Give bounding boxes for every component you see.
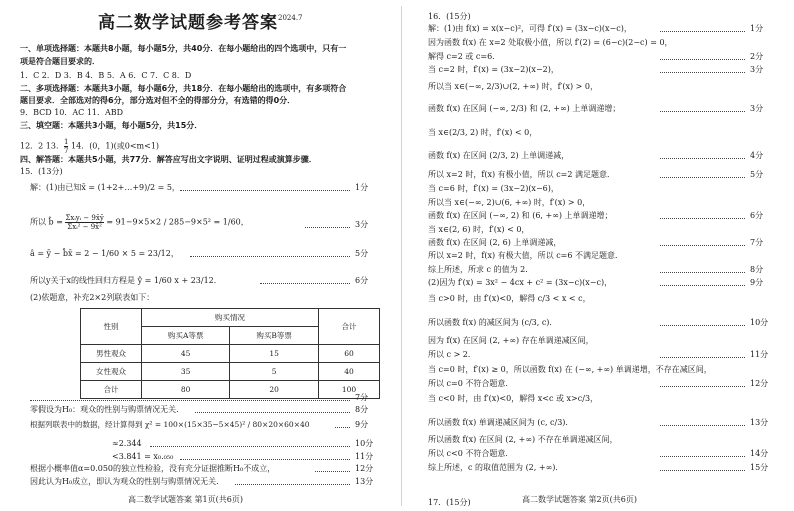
b-hat-fraction [65,214,103,231]
q15-line3: â = ȳ − b̂x̄ = 2 − 1/60 × 5 = 23/12， [30,249,179,258]
table-row [81,363,380,381]
b-hat-label: 所以 b̂ = [30,217,66,227]
score: 7分 [355,393,369,402]
solution-line: 函数 f(x) 在区间 (−∞, 2) 和 (6, +∞) 上单调递增； [428,211,613,220]
table-row [81,345,380,363]
solution-line: 当 c<0 时，由 f′(x)<0，解得 x<c 或 x>c/3， [428,394,599,403]
row-label: 男性观众 [81,345,142,363]
fraction-13-denominator: 7 [64,147,69,155]
solution-line: 当 x∈(2/3, 2) 时，f′(x) < 0， [428,128,538,137]
cell: 15 [230,345,319,363]
q15-line6: 零假设为H₀：观众的性别与购票情况无关． [30,405,185,414]
score: 1分 [355,183,369,192]
solution-line: 所以当 x∈(−∞, 2/3)∪(2, +∞) 时，f′(x) > 0， [428,82,598,91]
dot-leader [660,325,745,326]
dot-leader [660,31,745,32]
page-title: 高二数学试题参考答案 [98,13,278,33]
header-b: 购买B等票 [230,327,319,345]
score: 8分 [750,265,764,274]
solution-line: 函数 f(x) 在区间 (2/3, 2) 上单调递减， [428,151,570,160]
q17-heading: 17．(15分) [428,498,471,507]
dot-leader [150,446,350,447]
dot-leader [305,227,350,228]
table-row [81,381,380,399]
page-footer: 高二数学试题答案 第1页(共6页) [128,495,243,504]
section1-title-cont: 项是符合题目要求的． [20,57,100,66]
cell: 20 [230,381,319,399]
section1-title: 一、单项选择题：本题共8小题，每小题5分，共40分．在每小题给出的四个选项中，只有一 [20,44,347,53]
solution-line: 所以函数 f(x) 在区间 (2, +∞) 不存在单调递减区间， [428,435,618,444]
header-gender: 性别 [81,309,142,345]
dot-leader [660,357,745,358]
b-hat-numerator: Σxᵢyᵢ − 9x̄ȳ [65,214,104,222]
q15-heading: 15．(13分) [20,167,63,176]
solution-line: 所以 c<0 不符合题意． [428,449,514,458]
score: 10分 [355,439,374,448]
solution-line: 所以 c > 2． [428,350,476,359]
solution-line: 当 c=6 时，f′(x) = (3x−2)(x−6)， [428,184,559,193]
solution-line: 函数 f(x) 在区间 (2, 6) 上单调递减， [428,238,562,247]
solution-line: 所以 x=2 时，f(x) 有极大值，所以 c=6 不满足题意． [428,251,624,260]
dot-leader [660,218,745,219]
q15-line7: 根据列联表中的数据，经计算得到 χ² = 100×(15×35−5×45)² / 80×20×60×40 [30,420,310,429]
row-label: 女性观众 [81,363,142,381]
header-purchase: 购买情况 [142,309,319,327]
date-label: 2024.7 [278,14,303,22]
solution-line: 综上所述，c 的取值范围为 (2, +∞)． [428,463,564,472]
solution-line: 解得 c=2 或 c=6． [428,52,501,61]
solution-line: 当 c>0 时，由 f′(x)<0，解得 c/3 < x < c， [428,294,591,303]
page-footer: 高二数学试题答案 第2页(共6页) [522,495,637,504]
cell: 60 [319,345,380,363]
q15-line9: <3.841 = x₀.₀₅₀ [112,452,174,461]
score: 7分 [750,238,764,247]
score: 4分 [750,151,764,160]
section3-title: 三、填空题：本题共3小题，每小题5分，共15分． [20,121,203,130]
q15-line10: 根据小概率值α=0.050的独立性检验，没有充分证据推断H₀不成立， [30,464,276,473]
section3-answers [20,138,159,155]
score: 11分 [750,350,769,359]
answer-14: 14．(0，1)(或0<m<1) [68,141,160,151]
score: 11分 [355,452,374,461]
solution-line: 当 c=0 时，f′(x) ≥ 0，所以函数 f(x) 在 (−∞, +∞) 单调递增，不存在减区间， [428,365,712,374]
cell: 45 [142,345,230,363]
b-hat-result: = 91−9×5×2 / 285−9×5² = 1/60， [103,217,249,227]
b-hat-denominator: Σxᵢ² − 9x̄² [67,223,102,231]
cell: 35 [142,363,230,381]
section2-title: 二、多项选择题：本题共3小题，每小题6分，共18分．在每小题给出的选项中，有多项符合 [20,84,347,93]
q15-line2 [30,214,249,231]
solution-line: 所以函数 f(x) 的减区间为 (c/3, c)． [428,318,558,327]
section4-title: 四、解答题：本题共5小题，共77分．解答应写出文字说明、证明过程或演算步骤． [20,155,317,164]
solution-line: 当 c=2 时，f′(x) = (3x−2)(x−2)， [428,65,559,74]
score: 12分 [750,379,769,388]
cell: 80 [142,381,230,399]
left-column [20,0,392,511]
row-label: 合计 [81,381,142,399]
q15-line5: (2)依题意，补充2×2列联表如下： [30,293,155,302]
score: 5分 [750,170,764,179]
q16-heading: 16．(15分) [428,12,471,21]
cell: 5 [230,363,319,381]
dot-leader [660,177,745,178]
score: 10分 [750,318,769,327]
section1-answers: 1．C 2．D 3．B 4．B 5．A 6．C 7．C 8．D [20,71,192,80]
q15-line1: 解：(1)由已知x̄ = (1+2+…+9)/2 = 5， [30,183,180,192]
score: 12分 [355,464,374,473]
score: 9分 [355,420,369,429]
dot-leader [660,158,745,159]
dot-leader [660,245,745,246]
dot-leader [660,456,745,457]
dot-leader [195,412,350,413]
solution-line: 当 x∈(2, 6) 时，f′(x) < 0， [428,225,530,234]
section2-answers: 9．BCD 10．AC 11．ABD [20,108,124,117]
solution-line: 因为 f(x) 在区间 (2, +∞) 存在单调递减区间， [428,336,594,345]
q15-line8: ≈2.344 [112,439,142,448]
score: 3分 [750,65,764,74]
score: 13分 [355,477,374,486]
score: 1分 [750,24,764,33]
dot-leader [660,285,745,286]
score: 15分 [750,463,769,472]
cell: 100 [319,381,380,399]
solution-line: 所以函数 f(x) 单调递减区间为 (c, c/3)． [428,418,574,427]
dot-leader [660,111,745,112]
score: 5分 [355,249,369,258]
dot-leader [180,459,350,460]
score: 2分 [750,52,764,61]
fraction-13-numerator: 1 [64,138,69,146]
score: 3分 [750,104,764,113]
solution-line: 解：(1)由 f(x) = x(x−c)²，可得 f′(x) = (3x−c)(x−c)， [428,24,632,33]
score: 14分 [750,449,769,458]
score: 9分 [750,278,764,287]
dot-leader [180,190,350,191]
dot-leader [235,484,350,485]
right-column [410,0,782,511]
q15-line4: 所以y关于x的线性回归方程是 ŷ = 1/60 x + 23/12． [30,276,222,285]
dot-leader [190,256,350,257]
solution-line: 函数 f(x) 在区间 (−∞, 2/3) 和 (2, +∞) 上单调递增； [428,104,621,113]
dot-leader [660,59,745,60]
dot-leader [315,471,350,472]
solution-line: 综上所述，所求 c 的值为 2． [428,265,534,274]
dot-leader [660,470,745,471]
dot-leader [30,400,350,401]
header-total: 合计 [319,309,380,345]
score: 6分 [355,276,369,285]
dot-leader [660,72,745,73]
solution-line: (2)因为 f′(x) = 3x² − 4cx + c² = (3x−c)(x−c)， [428,278,613,287]
score: 8分 [355,405,369,414]
section2-title-cont: 题目要求．全部选对的得6分，部分选对但不全的得部分分，有选错的得0分． [20,96,296,105]
dot-leader [660,272,745,273]
dot-leader [260,283,350,284]
answers-12-13: 12．2 13． [20,141,64,151]
score: 3分 [355,220,369,229]
q15-line11: 因此认为H₀成立，即认为观众的性别与购票情况无关． [30,477,225,486]
score: 13分 [750,418,769,427]
solution-line: 因为函数 f(x) 在 x=2 处取极小值，所以 f′(2) = (6−c)(2−c) = 0， [428,38,673,47]
dot-leader [660,425,745,426]
contingency-table [80,308,380,399]
column-divider [401,6,402,506]
solution-line: 所以 c=0 不符合题意． [428,379,514,388]
solution-line: 所以 x=2 时，f(x) 有极小值，所以 c=2 满足题意． [428,170,616,179]
solution-line: 所以当 x∈(−∞, 2)∪(6, +∞) 时，f′(x) > 0， [428,198,591,207]
score: 6分 [750,211,764,220]
dot-leader [660,386,745,387]
dot-leader [335,427,350,428]
cell: 40 [319,363,380,381]
header-a: 购买A等票 [142,327,230,345]
